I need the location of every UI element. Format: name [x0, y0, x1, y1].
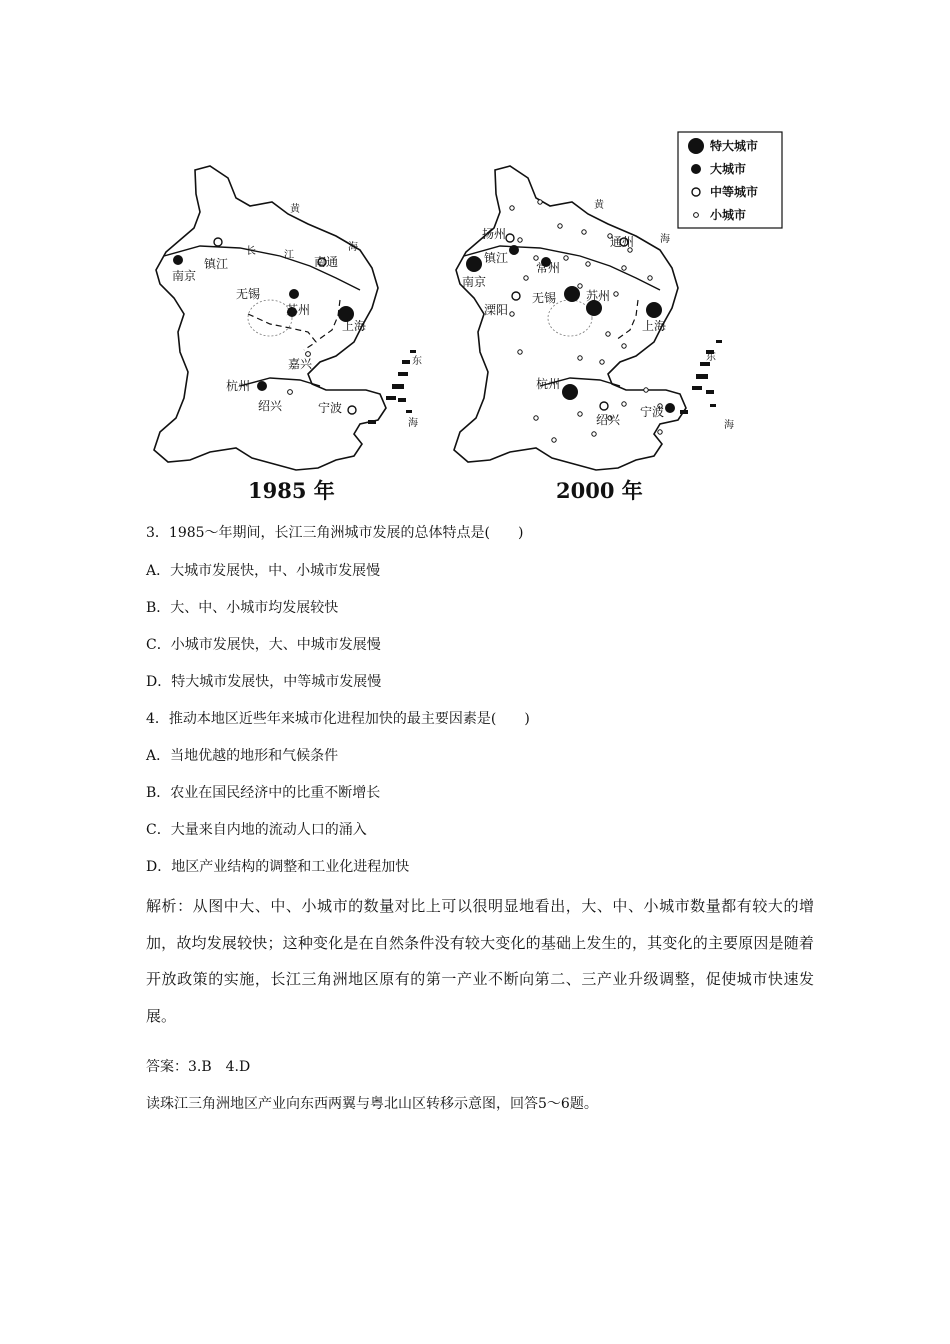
city-2000-1-marker: [509, 245, 519, 255]
year-label-1985: 1985 年: [248, 478, 335, 503]
city-2000-4-label: 通州: [610, 235, 635, 249]
sea-label-1985-hai2: 海: [408, 418, 418, 429]
city-2000-8-label: 上海: [642, 319, 667, 333]
city-1985-3-label: 无锡: [236, 287, 261, 301]
city-2000-6-label: 苏州: [586, 289, 611, 303]
city-2000-11-label: 宁波: [640, 405, 665, 419]
city-maps: [140, 128, 790, 508]
q4-option-b: B．农业在国民经济中的比重不断增长: [146, 785, 381, 801]
sea-label-1985-hai: 海: [348, 242, 358, 253]
city-1985-5-label: 上海: [342, 319, 367, 333]
city-2000-0-marker: [506, 234, 514, 242]
city-1985-8-label: 绍兴: [258, 399, 283, 413]
legend: [678, 132, 782, 228]
city-1985-7-marker: [257, 381, 267, 391]
city-2000-10-label: 绍兴: [596, 413, 621, 427]
city-1985-4-label: 苏州: [286, 303, 311, 317]
city-2000-5-label: 无锡: [532, 291, 557, 305]
city-1985-2-label: 南通: [314, 255, 339, 269]
city-2000-9-marker: [562, 384, 578, 400]
city-distribution-figure: [140, 128, 790, 508]
legend-1-marker: [691, 164, 701, 174]
city-1985-6-label: 嘉兴: [288, 357, 313, 371]
q3-option-c: C．小城市发展快，大、中城市发展慢: [146, 637, 381, 653]
city-2000-2-label: 南京: [462, 275, 487, 289]
sea-label-2000-hai2: 海: [724, 420, 734, 431]
legend-2-marker: [692, 188, 700, 196]
city-1985-0-marker: [173, 255, 183, 265]
answer-line: 答案：3.B 4.D: [146, 1059, 251, 1075]
city-1985-8-marker: [288, 390, 293, 395]
q3-option-b: B．大、中、小城市均发展较快: [146, 600, 339, 616]
city-2000-9-label: 杭州: [536, 377, 561, 391]
city-2000-11-marker: [665, 403, 675, 413]
city-1985-7-label: 杭州: [226, 379, 251, 393]
q4-stem: 4．推动本地区近些年来城市化进程加快的最主要因素是( ): [146, 711, 530, 727]
next-question-intro: 读珠江三角洲地区产业向东西两翼与粤北山区转移示意图，回答5～6题。: [146, 1096, 598, 1112]
sea-label-2000-huang: 黄: [594, 200, 604, 211]
map-1985: [154, 166, 422, 503]
city-2000-5-marker: [564, 286, 580, 302]
legend-0-marker: [688, 138, 704, 154]
city-1985-9-marker: [348, 406, 356, 414]
city-1985-0-label: 南京: [172, 269, 197, 283]
sea-label-2000-hai: 海: [660, 234, 670, 245]
q3-option-d: D．特大城市发展快，中等城市发展慢: [146, 674, 382, 690]
city-2000-7-label: 溧阳: [484, 303, 509, 317]
q4-option-c: C．大量来自内地的流动人口的涌入: [146, 822, 367, 838]
city-2000-1-label: 镇江: [484, 251, 509, 265]
city-2000-10-marker: [600, 402, 608, 410]
sea-label-1985-dong: 东: [412, 356, 422, 367]
q4-option-a: A．当地优越的地形和气候条件: [146, 748, 339, 764]
city-1985-9-label: 宁波: [318, 401, 343, 415]
legend-label-1: 大城市: [710, 162, 747, 176]
river-label-chang: 长: [246, 246, 256, 257]
legend-label-0: 特大城市: [710, 139, 759, 153]
analysis-paragraph: 解析：从图中大、中、小城市的数量对比上可以很明显地看出，大、中、小城市数量都有较大的增加，故均发展较快；这种变化是在自然条件没有较大变化的基础上发生的，其变化的主要原因是随着开放政策的实施，长江三角洲地区原有的第一产业不断向第二、三产业升级调整，促使城市快速发展。: [146, 897, 814, 1025]
city-2000-2-marker: [466, 256, 482, 272]
city-2000-8-marker: [646, 302, 662, 318]
sea-label-2000-dong: 东: [706, 352, 716, 363]
city-2000-7-marker: [512, 292, 520, 300]
year-label-2000: 2000 年: [556, 478, 643, 503]
city-2000-3-label: 常州: [536, 261, 561, 275]
legend-label-3: 小城市: [710, 208, 747, 222]
city-1985-1-marker: [214, 238, 222, 246]
legend-label-2: 中等城市: [710, 185, 759, 199]
city-2000-0-label: 扬州: [482, 227, 507, 241]
region-outline-2000: [454, 166, 686, 470]
legend-3-marker: [694, 213, 699, 218]
q3-stem: 3．1985～年期间，长江三角洲城市发展的总体特点是( ): [146, 525, 524, 541]
sea-label-1985-huang: 黄: [290, 204, 300, 215]
city-1985-3-marker: [289, 289, 299, 299]
city-1985-6-marker: [306, 352, 311, 357]
q3-option-a: A．大城市发展快，中、小城市发展慢: [146, 563, 381, 579]
city-1985-1-label: 镇江: [204, 257, 229, 271]
river-label-jiang: 江: [284, 250, 294, 261]
q4-option-d: D．地区产业结构的调整和工业化进程加快: [146, 859, 410, 875]
